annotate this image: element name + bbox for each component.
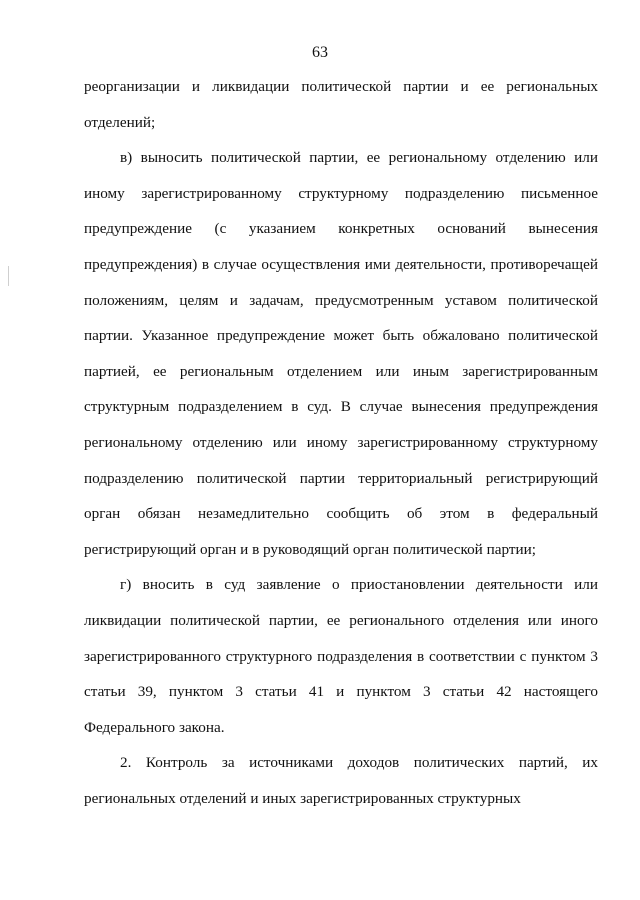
document-body [84, 69, 598, 816]
page-number: 63 [312, 44, 328, 61]
paragraph-item-g: г) вносить в суд заявление о приостановлении деятельности или ликвидации политической партии, ее регионального отделения или иного зарегистрированного структурного подразделения в соответствии с пунктом 3 статьи 39, пунктом 3 статьи 41 и пунктом 3 статьи 42 настоящего Федерального закона. [84, 576, 598, 736]
paragraph-section-2: 2. Контроль за источниками доходов политических партий, их региональных отделений и иных зарегистрированных структурных [84, 754, 598, 807]
paragraph-continuation: реорганизации и ликвидации политической партии и ее региональных отделений; [84, 78, 598, 131]
scan-margin-mark [8, 266, 9, 286]
paragraph-item-v: в) выносить политической партии, ее региональному отделению или иному зарегистрированному структурному подразделению письменное предупреждение (с указанием конкретных оснований вынесения предупреждения) в случае осуществления ими деятельности, противоречащей положениям, целям и задачам, предусмотренным уставом политической партии. Указанное предупреждение может быть обжаловано политической партией, ее региональным отделением или иным зарегистрированным структурным подразделением в суд. В случае вынесения предупреждения региональному отделению или иному зарегистрированному структурному подразделению политической партии территориальный регистрирующий орган обязан незамедлительно сообщить об этом в федеральный регистрирующий орган и в руководящий орган политической партии; [84, 149, 598, 558]
